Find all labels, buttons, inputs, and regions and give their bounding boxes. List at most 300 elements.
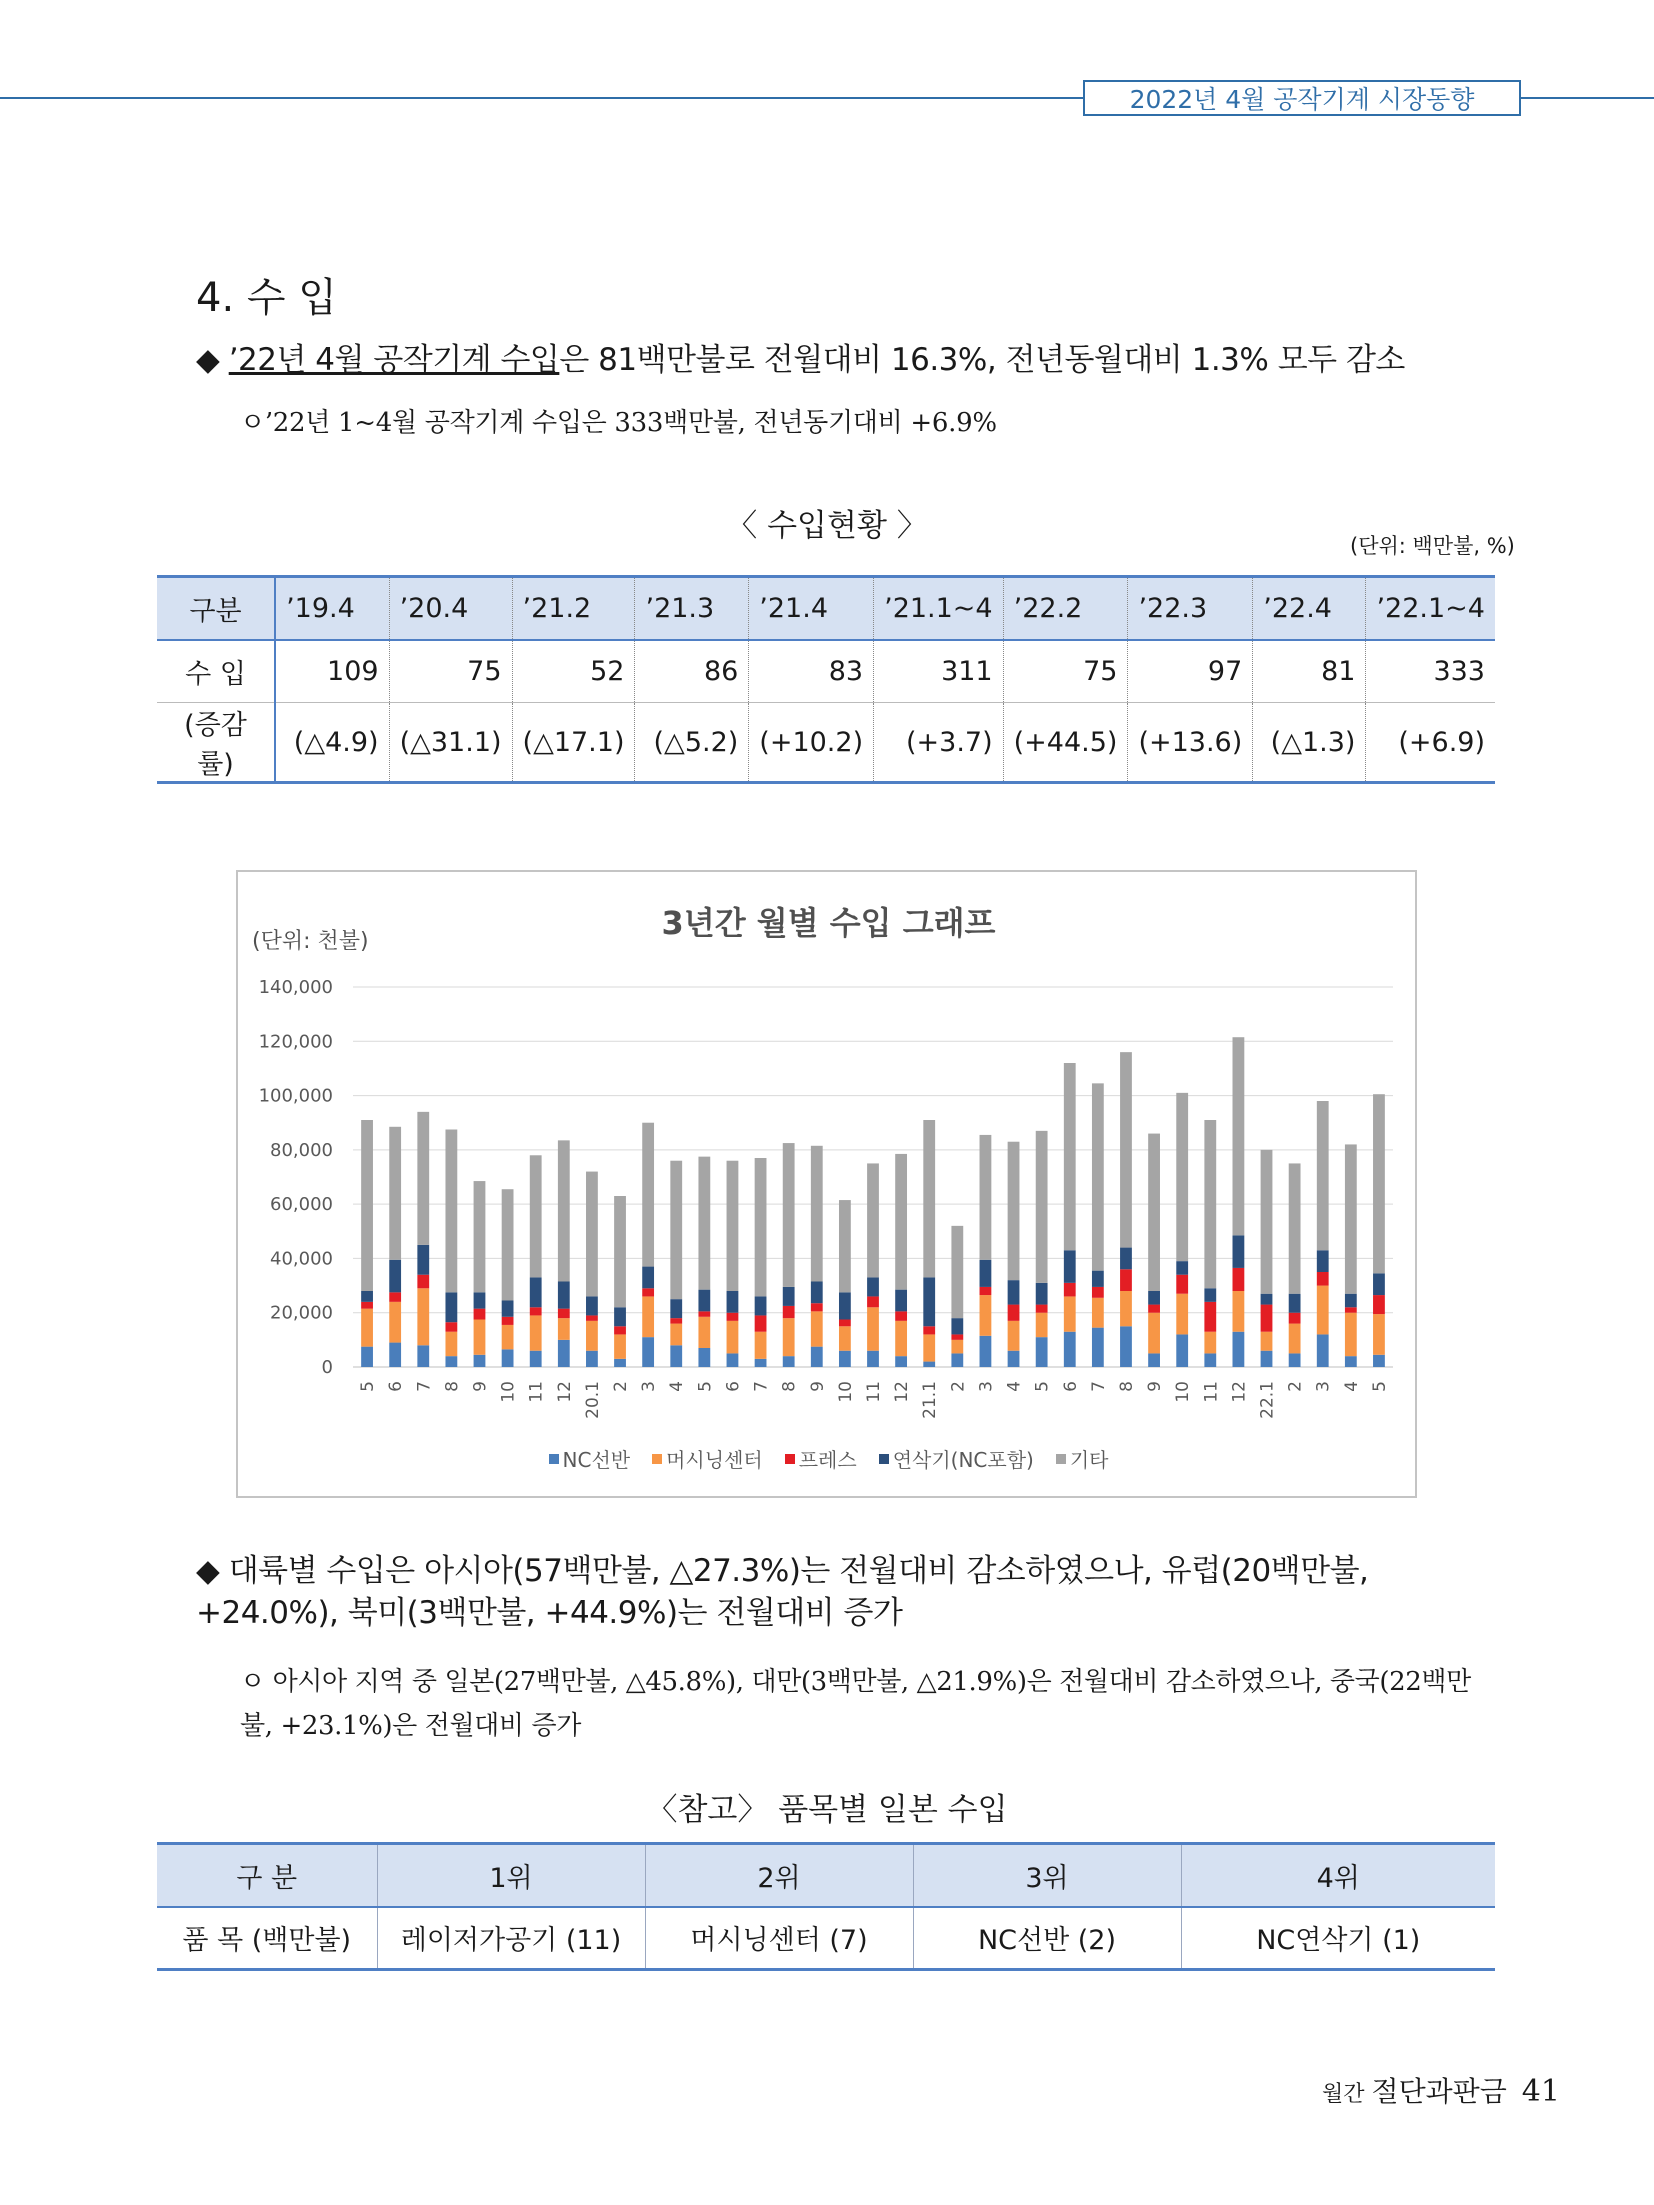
bar-segment — [1289, 1324, 1301, 1354]
bar-segment — [1036, 1131, 1048, 1283]
row-label: 수 입 — [157, 640, 275, 703]
legend-item — [652, 1444, 763, 1473]
bar-segment — [1008, 1142, 1020, 1280]
x-tick-label: 7 — [414, 1381, 435, 1392]
bar-segment — [1289, 1294, 1301, 1313]
bar-segment — [445, 1292, 457, 1322]
bar-segment — [1064, 1283, 1076, 1297]
header-cell: ’21.3 — [635, 577, 749, 640]
bar-segment — [502, 1301, 514, 1317]
bullet-import-summary — [196, 334, 1405, 379]
bar-segment — [1373, 1295, 1385, 1314]
bar-segment — [502, 1325, 514, 1349]
bar-segment — [417, 1288, 429, 1345]
bar-segment — [1204, 1120, 1216, 1288]
bar-segment — [867, 1307, 879, 1350]
bar-segment — [474, 1181, 486, 1292]
bar-segment — [502, 1189, 514, 1300]
bar-segment — [502, 1349, 514, 1367]
bar-segment — [698, 1348, 710, 1367]
bar-segment — [1064, 1063, 1076, 1250]
table-row — [157, 703, 1495, 783]
bar-segment — [586, 1321, 598, 1351]
bar-segment — [1345, 1307, 1357, 1312]
bar-segment — [811, 1347, 823, 1367]
x-tick-label: 8 — [1116, 1381, 1137, 1392]
bar-segment — [1064, 1332, 1076, 1367]
table-cell: NC연삭기 (1) — [1181, 1907, 1495, 1970]
page-footer — [1322, 2070, 1560, 2110]
x-tick-label: 8 — [442, 1381, 463, 1392]
y-tick-label: 120,000 — [258, 1031, 333, 1053]
bar-segment — [530, 1155, 542, 1277]
x-tick-label: 12 — [554, 1381, 575, 1403]
chart-plot — [238, 872, 1415, 1432]
bar-segment — [1148, 1291, 1160, 1305]
table-cell: 52 — [512, 640, 635, 703]
bar-segment — [755, 1315, 767, 1331]
bar-segment — [558, 1140, 570, 1281]
bar-segment — [558, 1282, 570, 1309]
sub-bullet-asia: ㅇ 아시아 지역 중 일본(27백만불, △45.8%), 대만(3백만불, △21.9%)은 전월대비 감소하였으나, 중국(22백만불, +23.1%)은 전월대비 증가 — [240, 1667, 1471, 1741]
bar-segment — [417, 1245, 429, 1275]
x-tick-label: 4 — [1004, 1381, 1025, 1392]
bar-segment — [783, 1287, 795, 1306]
bar-segment — [1120, 1052, 1132, 1247]
legend-item — [549, 1444, 631, 1473]
table-cell: 109 — [275, 640, 389, 703]
bar-segment — [783, 1143, 795, 1287]
bar-segment — [389, 1302, 401, 1343]
table-cell: (+44.5) — [1003, 703, 1128, 783]
x-tick-label: 3 — [976, 1381, 997, 1392]
bar-segment — [417, 1275, 429, 1289]
bar-segment — [755, 1158, 767, 1296]
table-cell: 333 — [1366, 640, 1495, 703]
bar-segment — [1233, 1235, 1245, 1268]
bar-segment — [1373, 1355, 1385, 1367]
bar-segment — [530, 1351, 542, 1367]
table-cell: (+6.9) — [1366, 703, 1495, 783]
table-cell: (△31.1) — [389, 703, 512, 783]
bar-segment — [1092, 1328, 1104, 1367]
bar-segment — [867, 1351, 879, 1367]
bar-segment — [1148, 1134, 1160, 1291]
bar-segment — [361, 1120, 373, 1291]
y-tick-label: 140,000 — [258, 977, 333, 998]
bar-segment — [642, 1296, 654, 1337]
bar-segment — [727, 1353, 739, 1367]
y-tick-label: 40,000 — [270, 1248, 333, 1270]
bar-segment — [1345, 1356, 1357, 1367]
bar-segment — [1373, 1314, 1385, 1355]
x-tick-label: 5 — [1032, 1381, 1053, 1392]
bar-segment — [1233, 1268, 1245, 1291]
x-tick-label: 7 — [751, 1381, 772, 1392]
table-row — [157, 640, 1495, 703]
bar-segment — [839, 1200, 851, 1292]
bar-segment — [614, 1307, 626, 1326]
bar-segment — [1092, 1298, 1104, 1328]
bar-segment — [445, 1332, 457, 1356]
bar-segment — [389, 1127, 401, 1260]
table-header-row — [157, 577, 1495, 640]
header-title: 2022년 4월 공작기계 시장동향 — [1083, 80, 1521, 116]
bar-segment — [698, 1311, 710, 1316]
bar-segment — [361, 1302, 373, 1309]
bar-segment — [1036, 1337, 1048, 1367]
legend-item — [1056, 1444, 1109, 1473]
bar-segment — [1008, 1280, 1020, 1304]
header-cell: ’21.2 — [512, 577, 635, 640]
legend-swatch — [785, 1454, 795, 1464]
bar-segment — [1036, 1305, 1048, 1313]
bar-segment — [895, 1321, 907, 1356]
sub-bullet-ytd: ㅇ’22년 1~4월 공작기계 수입은 333백만불, 전년동기대비 +6.9% — [240, 408, 997, 438]
bar-segment — [895, 1311, 907, 1321]
bar-segment — [586, 1315, 598, 1320]
bar-segment — [586, 1296, 598, 1315]
bullet-text: 대륙별 수입은 아시아(57백만불, △27.3%)는 전월대비 감소하였으나, 유럽(20백만불, +24.0%), 북미(3백만불, +44.9%)는 전월대비 증가 — [196, 1553, 1369, 1631]
bullet-marker: ◆ — [196, 1553, 220, 1589]
bar-segment — [1204, 1288, 1216, 1302]
x-tick-label: 10 — [1173, 1381, 1194, 1403]
x-tick-label: 11 — [1201, 1381, 1222, 1403]
x-tick-label: 9 — [470, 1381, 491, 1392]
bullet-continent-summary — [196, 1550, 1506, 1634]
bar-segment — [867, 1163, 879, 1277]
bullet-text: 은 81백만불로 전월대비 16.3%, 전년동월대비 1.3% 모두 감소 — [559, 342, 1405, 378]
bar-segment — [867, 1277, 879, 1296]
bar-segment — [1317, 1334, 1329, 1367]
bar-segment — [474, 1355, 486, 1367]
bar-segment — [727, 1291, 739, 1313]
bar-segment — [1233, 1332, 1245, 1367]
x-tick-label: 3 — [639, 1381, 660, 1392]
bar-segment — [1036, 1283, 1048, 1305]
header-cell: ’21.4 — [749, 577, 874, 640]
bar-segment — [980, 1287, 992, 1295]
bar-segment — [1317, 1250, 1329, 1272]
x-tick-label: 10 — [835, 1381, 856, 1403]
bar-segment — [980, 1295, 992, 1336]
x-tick-label: 4 — [667, 1381, 688, 1392]
x-tick-label: 2 — [1285, 1381, 1306, 1392]
x-tick-label: 4 — [1341, 1381, 1362, 1392]
bar-segment — [727, 1321, 739, 1354]
legend-label: 프레스 — [798, 1448, 857, 1472]
header-cell: ’22.2 — [1003, 577, 1128, 640]
table-cell: (+10.2) — [749, 703, 874, 783]
bar-segment — [586, 1172, 598, 1297]
bar-segment — [783, 1356, 795, 1367]
bar-segment — [389, 1260, 401, 1293]
x-tick-label: 9 — [1145, 1381, 1166, 1392]
bar-segment — [867, 1296, 879, 1307]
bar-segment — [951, 1318, 963, 1334]
bar-segment — [951, 1353, 963, 1367]
bar-segment — [361, 1309, 373, 1347]
x-tick-label: 5 — [695, 1381, 716, 1392]
bar-segment — [1345, 1294, 1357, 1308]
bar-segment — [755, 1359, 767, 1367]
bar-segment — [755, 1332, 767, 1359]
bar-segment — [839, 1351, 851, 1367]
bar-segment — [1317, 1272, 1329, 1286]
bar-segment — [1176, 1334, 1188, 1367]
x-tick-label: 9 — [807, 1381, 828, 1392]
bar-segment — [361, 1347, 373, 1367]
bar-segment — [839, 1326, 851, 1350]
bar-segment — [474, 1320, 486, 1355]
table-cell: (+3.7) — [874, 703, 1004, 783]
header-cell: 1위 — [377, 1844, 645, 1907]
table-cell: (△5.2) — [635, 703, 749, 783]
row-label: 품 목 (백만불) — [157, 1907, 377, 1970]
legend-item — [879, 1444, 1034, 1473]
bar-segment — [1317, 1286, 1329, 1335]
bar-segment — [1064, 1250, 1076, 1283]
bar-segment — [670, 1161, 682, 1299]
bar-segment — [1120, 1269, 1132, 1291]
legend-label: 연삭기(NC포함) — [892, 1448, 1034, 1472]
bar-segment — [980, 1336, 992, 1367]
x-tick-label: 12 — [1229, 1381, 1250, 1403]
x-tick-label: 21.1 — [920, 1381, 941, 1419]
table-cell: 75 — [1003, 640, 1128, 703]
bar-segment — [1064, 1296, 1076, 1331]
bar-segment — [1092, 1271, 1104, 1287]
bar-segment — [530, 1307, 542, 1315]
bar-segment — [1289, 1163, 1301, 1293]
bar-segment — [614, 1326, 626, 1334]
y-tick-label: 0 — [321, 1357, 333, 1378]
table-cell: 86 — [635, 640, 749, 703]
x-tick-label: 6 — [386, 1381, 407, 1392]
bar-segment — [727, 1161, 739, 1291]
bar-segment — [445, 1130, 457, 1293]
japan-import-table — [157, 1842, 1495, 1971]
bar-segment — [923, 1362, 935, 1367]
table1-unit: (단위: 백만불, %) — [1350, 534, 1515, 558]
bar-segment — [698, 1290, 710, 1312]
bar-segment — [1148, 1353, 1160, 1367]
bar-segment — [474, 1309, 486, 1320]
y-tick-label: 100,000 — [258, 1085, 333, 1107]
x-tick-label: 20.1 — [582, 1381, 603, 1419]
bar-segment — [698, 1317, 710, 1348]
x-tick-label: 8 — [779, 1381, 800, 1392]
table-cell: (+13.6) — [1128, 703, 1253, 783]
table-cell: 81 — [1253, 640, 1366, 703]
chart-legend — [238, 1444, 1419, 1473]
bar-segment — [1008, 1321, 1020, 1351]
bar-segment — [895, 1290, 907, 1312]
bar-segment — [502, 1317, 514, 1325]
bar-segment — [670, 1345, 682, 1367]
bar-segment — [1204, 1332, 1216, 1354]
bar-segment — [1233, 1037, 1245, 1235]
bar-segment — [1176, 1294, 1188, 1335]
import-status-table — [157, 575, 1495, 784]
bar-segment — [923, 1120, 935, 1277]
bar-segment — [586, 1351, 598, 1367]
bar-segment — [1148, 1313, 1160, 1354]
header-cell: 구 분 — [157, 1844, 377, 1907]
bar-segment — [980, 1260, 992, 1287]
header-cell: 3위 — [913, 1844, 1181, 1907]
table-cell: NC선반 (2) — [913, 1907, 1181, 1970]
header-cell: ’22.4 — [1253, 577, 1366, 640]
table-cell: 97 — [1128, 640, 1253, 703]
bar-segment — [558, 1340, 570, 1367]
bar-segment — [1036, 1313, 1048, 1337]
bar-segment — [1261, 1332, 1273, 1351]
bar-segment — [1120, 1326, 1132, 1367]
bar-segment — [1261, 1150, 1273, 1294]
bar-segment — [1176, 1275, 1188, 1294]
bar-segment — [783, 1318, 795, 1356]
monthly-import-chart — [236, 870, 1417, 1498]
section-title: 4. 수 입 — [196, 275, 337, 321]
bar-segment — [727, 1313, 739, 1321]
bar-segment — [811, 1282, 823, 1304]
bar-segment — [614, 1359, 626, 1367]
bar-segment — [1008, 1351, 1020, 1367]
y-tick-label: 80,000 — [270, 1139, 333, 1161]
bar-segment — [642, 1123, 654, 1267]
bar-segment — [811, 1146, 823, 1282]
bar-segment — [1317, 1101, 1329, 1250]
bar-segment — [1176, 1261, 1188, 1275]
bar-segment — [1261, 1305, 1273, 1332]
legend-label: 기타 — [1069, 1448, 1109, 1472]
bar-segment — [923, 1326, 935, 1334]
bar-segment — [642, 1267, 654, 1289]
bar-segment — [558, 1318, 570, 1340]
header-cell: ’21.1~4 — [874, 577, 1004, 640]
y-tick-label: 60,000 — [270, 1194, 333, 1216]
bar-segment — [1148, 1305, 1160, 1313]
footer-prefix: 월간 — [1322, 2082, 1365, 2107]
bar-segment — [670, 1299, 682, 1318]
bar-segment — [951, 1334, 963, 1339]
legend-label: 머시닝센터 — [666, 1448, 763, 1472]
bullet-marker: ◆ — [196, 342, 220, 378]
bar-segment — [923, 1277, 935, 1326]
table-header-row — [157, 1844, 1495, 1907]
bar-segment — [614, 1334, 626, 1358]
bar-segment — [1120, 1291, 1132, 1326]
bar-segment — [811, 1303, 823, 1311]
x-tick-label: 10 — [498, 1381, 519, 1403]
table-cell: 머시닝센터 (7) — [645, 1907, 913, 1970]
bar-segment — [839, 1292, 851, 1319]
bar-segment — [445, 1356, 457, 1367]
x-tick-label: 6 — [1060, 1381, 1081, 1392]
bar-segment — [474, 1292, 486, 1308]
bar-segment — [558, 1309, 570, 1319]
bar-segment — [811, 1311, 823, 1346]
bar-segment — [1092, 1287, 1104, 1298]
x-tick-label: 5 — [1369, 1381, 1390, 1392]
table-cell: 83 — [749, 640, 874, 703]
bar-segment — [839, 1320, 851, 1327]
legend-swatch — [879, 1454, 889, 1464]
x-tick-label: 2 — [948, 1381, 969, 1392]
bar-segment — [951, 1340, 963, 1354]
x-tick-label: 22.1 — [1257, 1381, 1278, 1419]
x-tick-label: 6 — [723, 1381, 744, 1392]
bar-segment — [530, 1315, 542, 1350]
x-tick-label: 11 — [864, 1381, 884, 1403]
bar-segment — [1233, 1291, 1245, 1332]
bar-segment — [1289, 1313, 1301, 1324]
bar-segment — [1345, 1144, 1357, 1293]
header-cell: ’22.1~4 — [1366, 577, 1495, 640]
header-cell: ’20.4 — [389, 577, 512, 640]
bar-segment — [389, 1343, 401, 1367]
bar-segment — [417, 1345, 429, 1367]
bar-segment — [980, 1135, 992, 1260]
table-cell: (△4.9) — [275, 703, 389, 783]
legend-swatch — [652, 1454, 662, 1464]
legend-swatch — [549, 1454, 559, 1464]
bar-segment — [1120, 1248, 1132, 1270]
legend-item — [785, 1444, 857, 1473]
page-number: 41 — [1521, 2074, 1560, 2109]
bar-segment — [670, 1318, 682, 1323]
row-label: (증감률) — [157, 703, 275, 783]
table-cell: 311 — [874, 640, 1004, 703]
bar-segment — [445, 1322, 457, 1332]
bar-segment — [783, 1306, 795, 1318]
legend-swatch — [1056, 1454, 1066, 1464]
bar-segment — [1204, 1302, 1216, 1332]
x-tick-label: 3 — [1313, 1381, 1334, 1392]
header-cell: 4위 — [1181, 1844, 1495, 1907]
y-tick-label: 20,000 — [270, 1302, 333, 1324]
bar-segment — [1204, 1353, 1216, 1367]
bar-segment — [895, 1356, 907, 1367]
bar-segment — [923, 1334, 935, 1361]
table-cell: (△1.3) — [1253, 703, 1366, 783]
footer-magazine-name: 절단과판금 — [1371, 2075, 1507, 2108]
x-tick-label: 7 — [1088, 1381, 1109, 1392]
bullet-underlined-text: ’22년 4월 공작기계 수입 — [228, 342, 560, 378]
chart-unit-label: (단위: 천불) — [252, 929, 369, 954]
bar-segment — [1289, 1353, 1301, 1367]
bar-segment — [1176, 1093, 1188, 1261]
table1-title: 〈 수입현황 〉 — [726, 508, 928, 544]
bar-segment — [698, 1157, 710, 1290]
bar-segment — [1261, 1294, 1273, 1305]
x-tick-label: 5 — [358, 1381, 379, 1392]
bar-segment — [361, 1291, 373, 1302]
x-tick-label: 2 — [611, 1381, 632, 1392]
bar-segment — [530, 1277, 542, 1307]
bar-segment — [1345, 1313, 1357, 1356]
legend-label: NC선반 — [562, 1448, 631, 1472]
header-cell: ’19.4 — [275, 577, 389, 640]
x-tick-label: 12 — [892, 1381, 913, 1403]
bar-segment — [951, 1226, 963, 1318]
table-row — [157, 1907, 1495, 1970]
bar-segment — [1373, 1273, 1385, 1295]
header-cell: ’22.3 — [1128, 577, 1253, 640]
bar-segment — [755, 1296, 767, 1315]
header-cell: 2위 — [645, 1844, 913, 1907]
